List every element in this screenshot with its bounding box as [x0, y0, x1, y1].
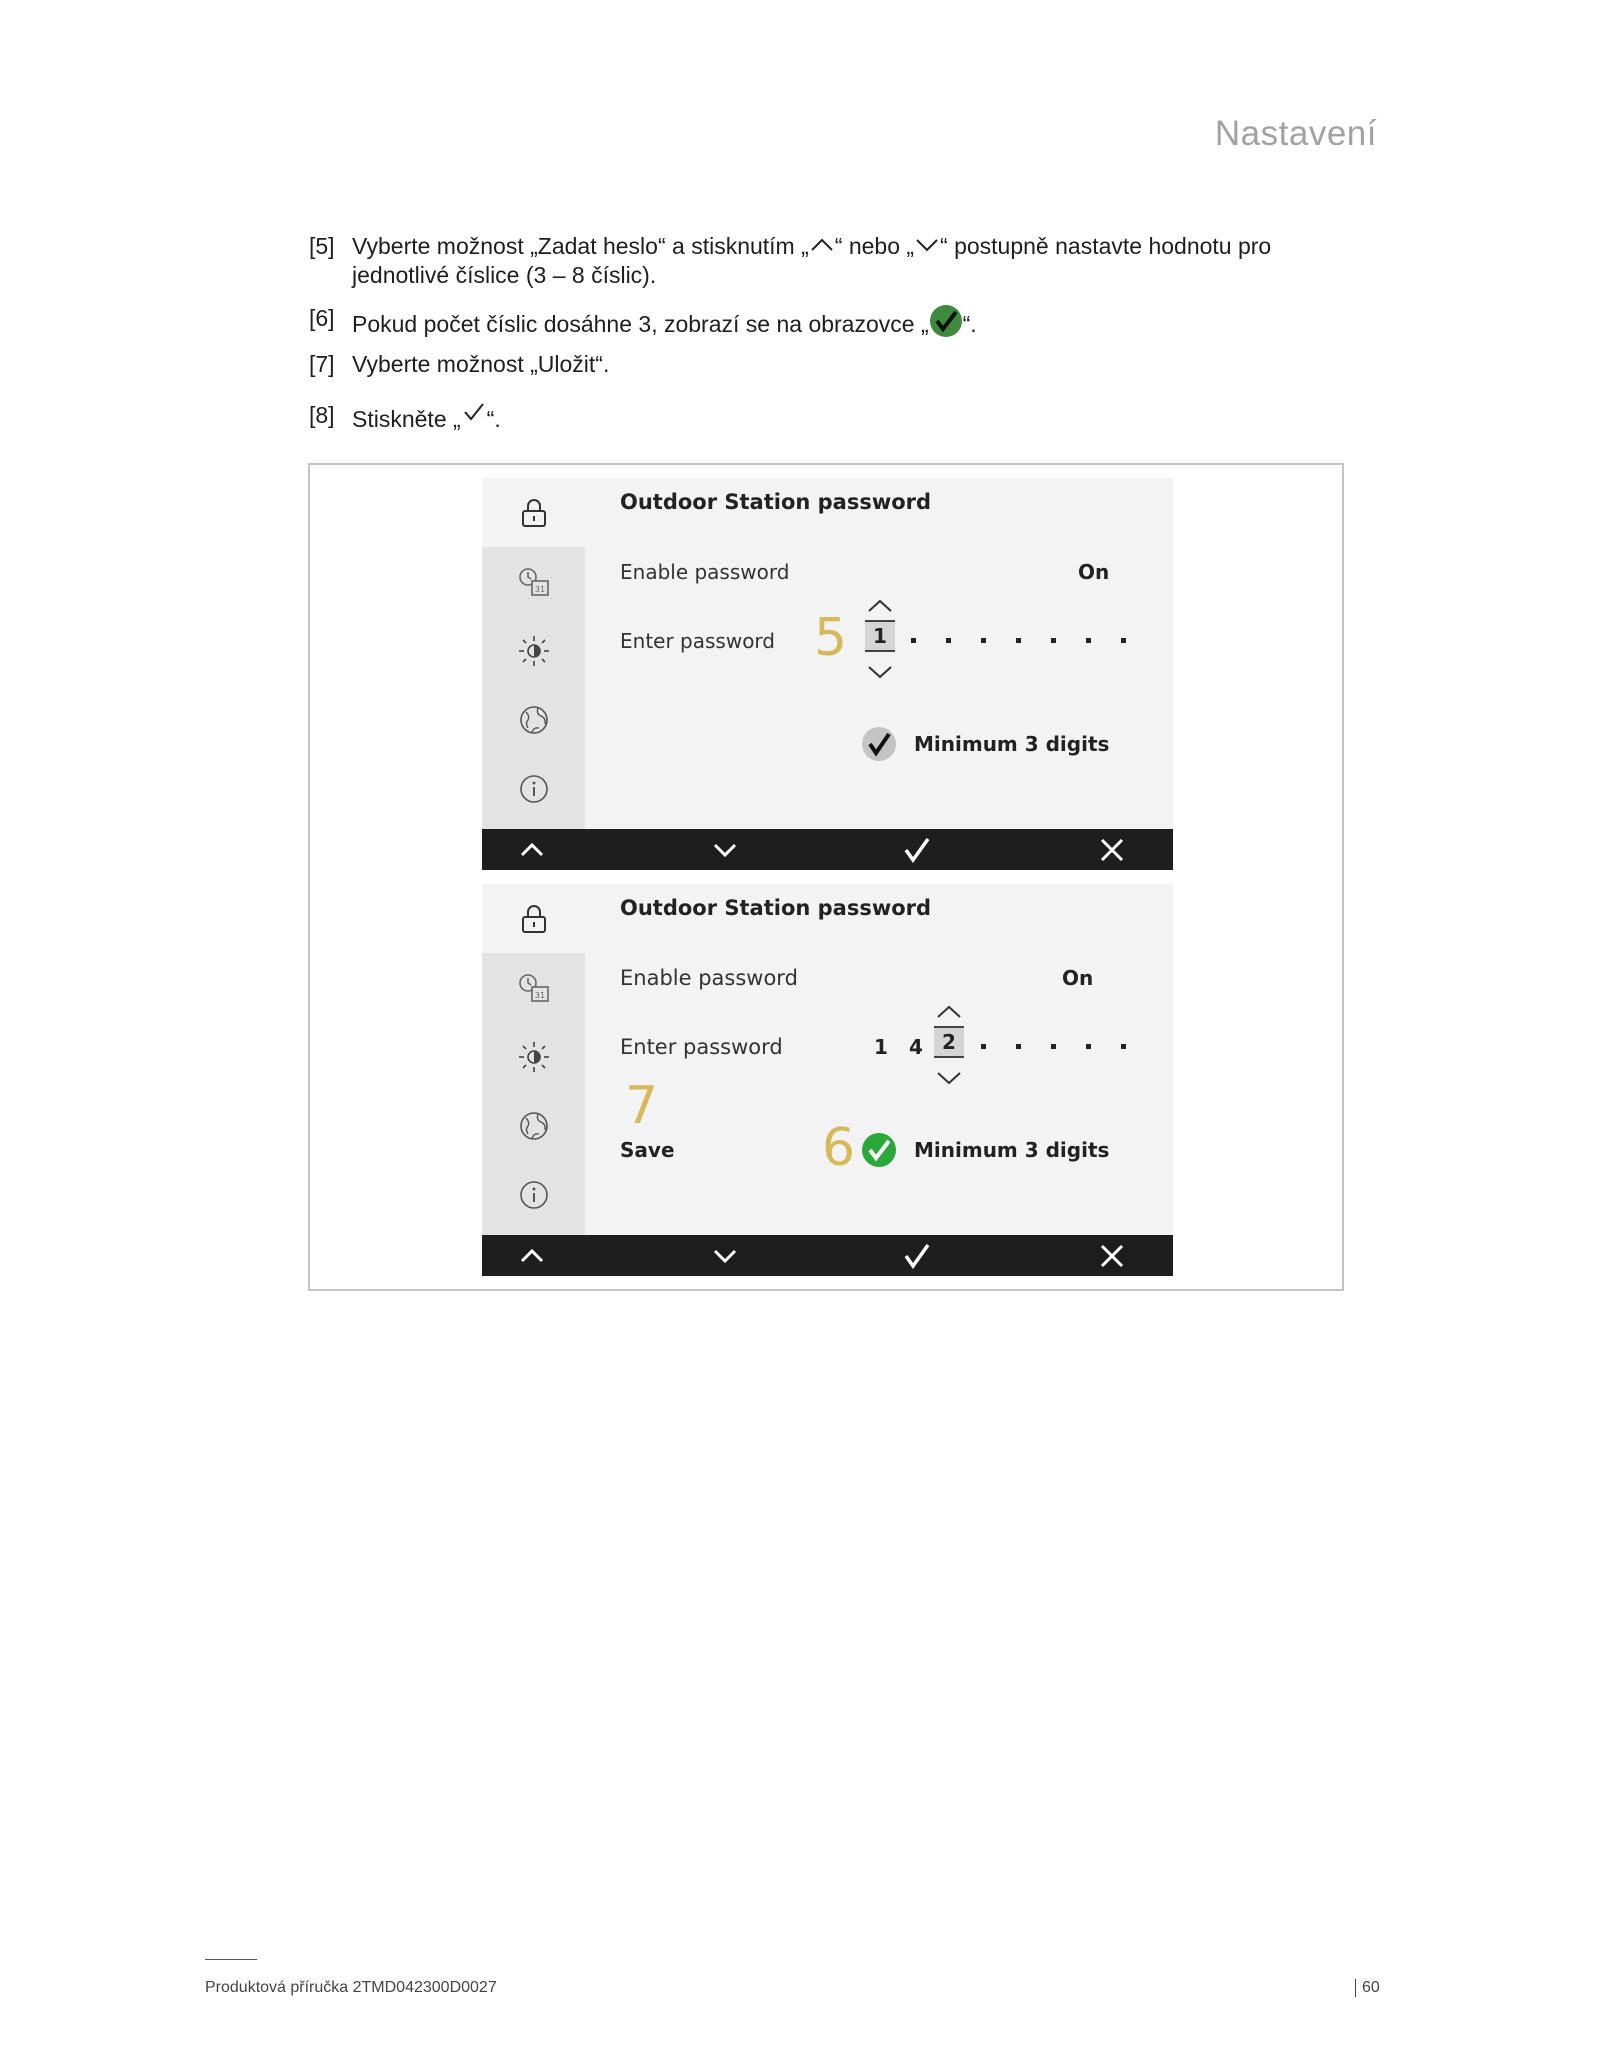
sidebar-item-info[interactable] [482, 754, 585, 823]
checkmark-icon [902, 835, 932, 865]
svg-text:31: 31 [534, 584, 545, 594]
settings-sidebar [482, 884, 585, 1235]
step-number: [7] [309, 351, 335, 377]
step-text-pre: Stiskněte „ [352, 406, 461, 432]
gray-check-icon [861, 726, 897, 762]
screen-title: Outdoor Station password [620, 490, 932, 514]
sidebar-item-security[interactable] [482, 478, 585, 547]
sidebar-item-security[interactable] [482, 884, 585, 953]
step-text-pre: Vyberte možnost „Zadat heslo“ a stisknutím „ [352, 233, 809, 259]
down-arrow-icon [914, 236, 940, 256]
up-arrow-icon [809, 236, 835, 256]
close-icon [1098, 836, 1126, 864]
empty-digit [1086, 1044, 1091, 1049]
entered-digit: 4 [909, 1035, 923, 1059]
close-icon [1098, 1242, 1126, 1270]
green-check-icon [929, 304, 963, 338]
clock-calendar-icon [517, 566, 551, 598]
svg-text:31: 31 [534, 990, 545, 1000]
enter-password-label[interactable]: Enter password [620, 629, 775, 653]
checkmark-icon [461, 401, 487, 423]
globe-icon [518, 704, 550, 736]
enable-password-label[interactable]: Enable password [620, 560, 790, 584]
step-number: [6] [309, 305, 335, 331]
brightness-icon [517, 634, 551, 668]
confirm-button[interactable] [887, 1235, 947, 1276]
section-title: Nastavení [1214, 114, 1377, 153]
empty-digit [1121, 638, 1126, 643]
digit-up-arrow-icon[interactable] [934, 1004, 964, 1020]
sidebar-item-display[interactable] [482, 1022, 585, 1091]
up-arrow-icon [517, 840, 547, 860]
enable-password-label[interactable]: Enable password [620, 966, 798, 990]
cancel-button[interactable] [1082, 1235, 1142, 1276]
up-button[interactable] [502, 829, 562, 870]
min-digits-label: Minimum 3 digits [914, 732, 1110, 756]
step-text-pre: Pokud počet číslic dosáhne 3, zobrazí se na obrazovce „ [352, 311, 929, 337]
up-arrow-icon [517, 1246, 547, 1266]
step-text-post: “ postupně nastavte hodnotu pro jednotlivé číslice (3 – 8 číslic). [352, 233, 1272, 288]
empty-digit [946, 638, 951, 643]
step-6 [309, 304, 1364, 339]
step-text: Vyberte možnost „Uložit“. [352, 351, 610, 377]
soft-key-bar [482, 1235, 1173, 1276]
digit-down-arrow-icon[interactable] [865, 664, 895, 680]
soft-key-bar [482, 829, 1173, 870]
empty-digit [911, 638, 916, 643]
step-text-mid: “ nebo „ [834, 233, 915, 259]
sidebar-item-info[interactable] [482, 1160, 585, 1229]
down-arrow-icon [710, 840, 740, 860]
step-number: [8] [309, 402, 335, 428]
footer-doc-title: Produktová příručka 2TMD042300D0027 [205, 1979, 497, 1996]
down-button[interactable] [695, 1235, 755, 1276]
entered-digit: 1 [874, 1035, 888, 1059]
green-check-icon [861, 1132, 897, 1168]
digit-up-arrow-icon[interactable] [865, 598, 895, 614]
down-button[interactable] [695, 829, 755, 870]
callout-6: 6 [822, 1118, 856, 1178]
brightness-icon [517, 1040, 551, 1074]
lock-icon [520, 498, 548, 528]
step-text-post: “. [486, 406, 501, 432]
empty-digit [1051, 1044, 1056, 1049]
down-arrow-icon [710, 1246, 740, 1266]
step-number: [5] [309, 233, 335, 259]
device-screen-1 [482, 478, 1173, 870]
enter-password-label[interactable]: Enter password [620, 1035, 783, 1059]
screen-title: Outdoor Station password [620, 896, 932, 920]
empty-digit [1051, 638, 1056, 643]
empty-digit [1086, 638, 1091, 643]
active-digit[interactable]: 1 [865, 620, 895, 652]
page-number: 60 [1355, 1979, 1380, 1997]
sidebar-item-datetime[interactable] [482, 547, 585, 616]
callout-5: 5 [814, 608, 848, 668]
step-5 [309, 232, 1364, 290]
empty-digit [1016, 1044, 1021, 1049]
confirm-button[interactable] [887, 829, 947, 870]
enable-password-value[interactable]: On [1078, 560, 1110, 584]
save-option[interactable]: Save [620, 1138, 675, 1162]
up-button[interactable] [502, 1235, 562, 1276]
info-icon [518, 773, 550, 805]
clock-calendar-icon [517, 972, 551, 1004]
empty-digit [981, 1044, 986, 1049]
sidebar-item-datetime[interactable] [482, 953, 585, 1022]
empty-digit [981, 638, 986, 643]
empty-digit [1121, 1044, 1126, 1049]
globe-icon [518, 1110, 550, 1142]
footer-divider [205, 1959, 257, 1960]
empty-digit [1016, 638, 1021, 643]
step-text-post: “. [962, 311, 977, 337]
sidebar-item-language[interactable] [482, 1091, 585, 1160]
active-digit[interactable]: 2 [934, 1026, 964, 1058]
checkmark-icon [902, 1241, 932, 1271]
sidebar-item-display[interactable] [482, 616, 585, 685]
instruction-steps [309, 232, 1364, 434]
callout-7: 7 [625, 1076, 659, 1136]
step-7 [309, 350, 1364, 379]
settings-sidebar [482, 478, 585, 829]
step-8 [309, 401, 1364, 434]
min-digits-label: Minimum 3 digits [914, 1138, 1110, 1162]
sidebar-item-language[interactable] [482, 685, 585, 754]
info-icon [518, 1179, 550, 1211]
device-screen-2 [482, 884, 1173, 1276]
cancel-button[interactable] [1082, 829, 1142, 870]
digit-down-arrow-icon[interactable] [934, 1070, 964, 1086]
lock-icon [520, 904, 548, 934]
enable-password-value[interactable]: On [1062, 966, 1094, 990]
